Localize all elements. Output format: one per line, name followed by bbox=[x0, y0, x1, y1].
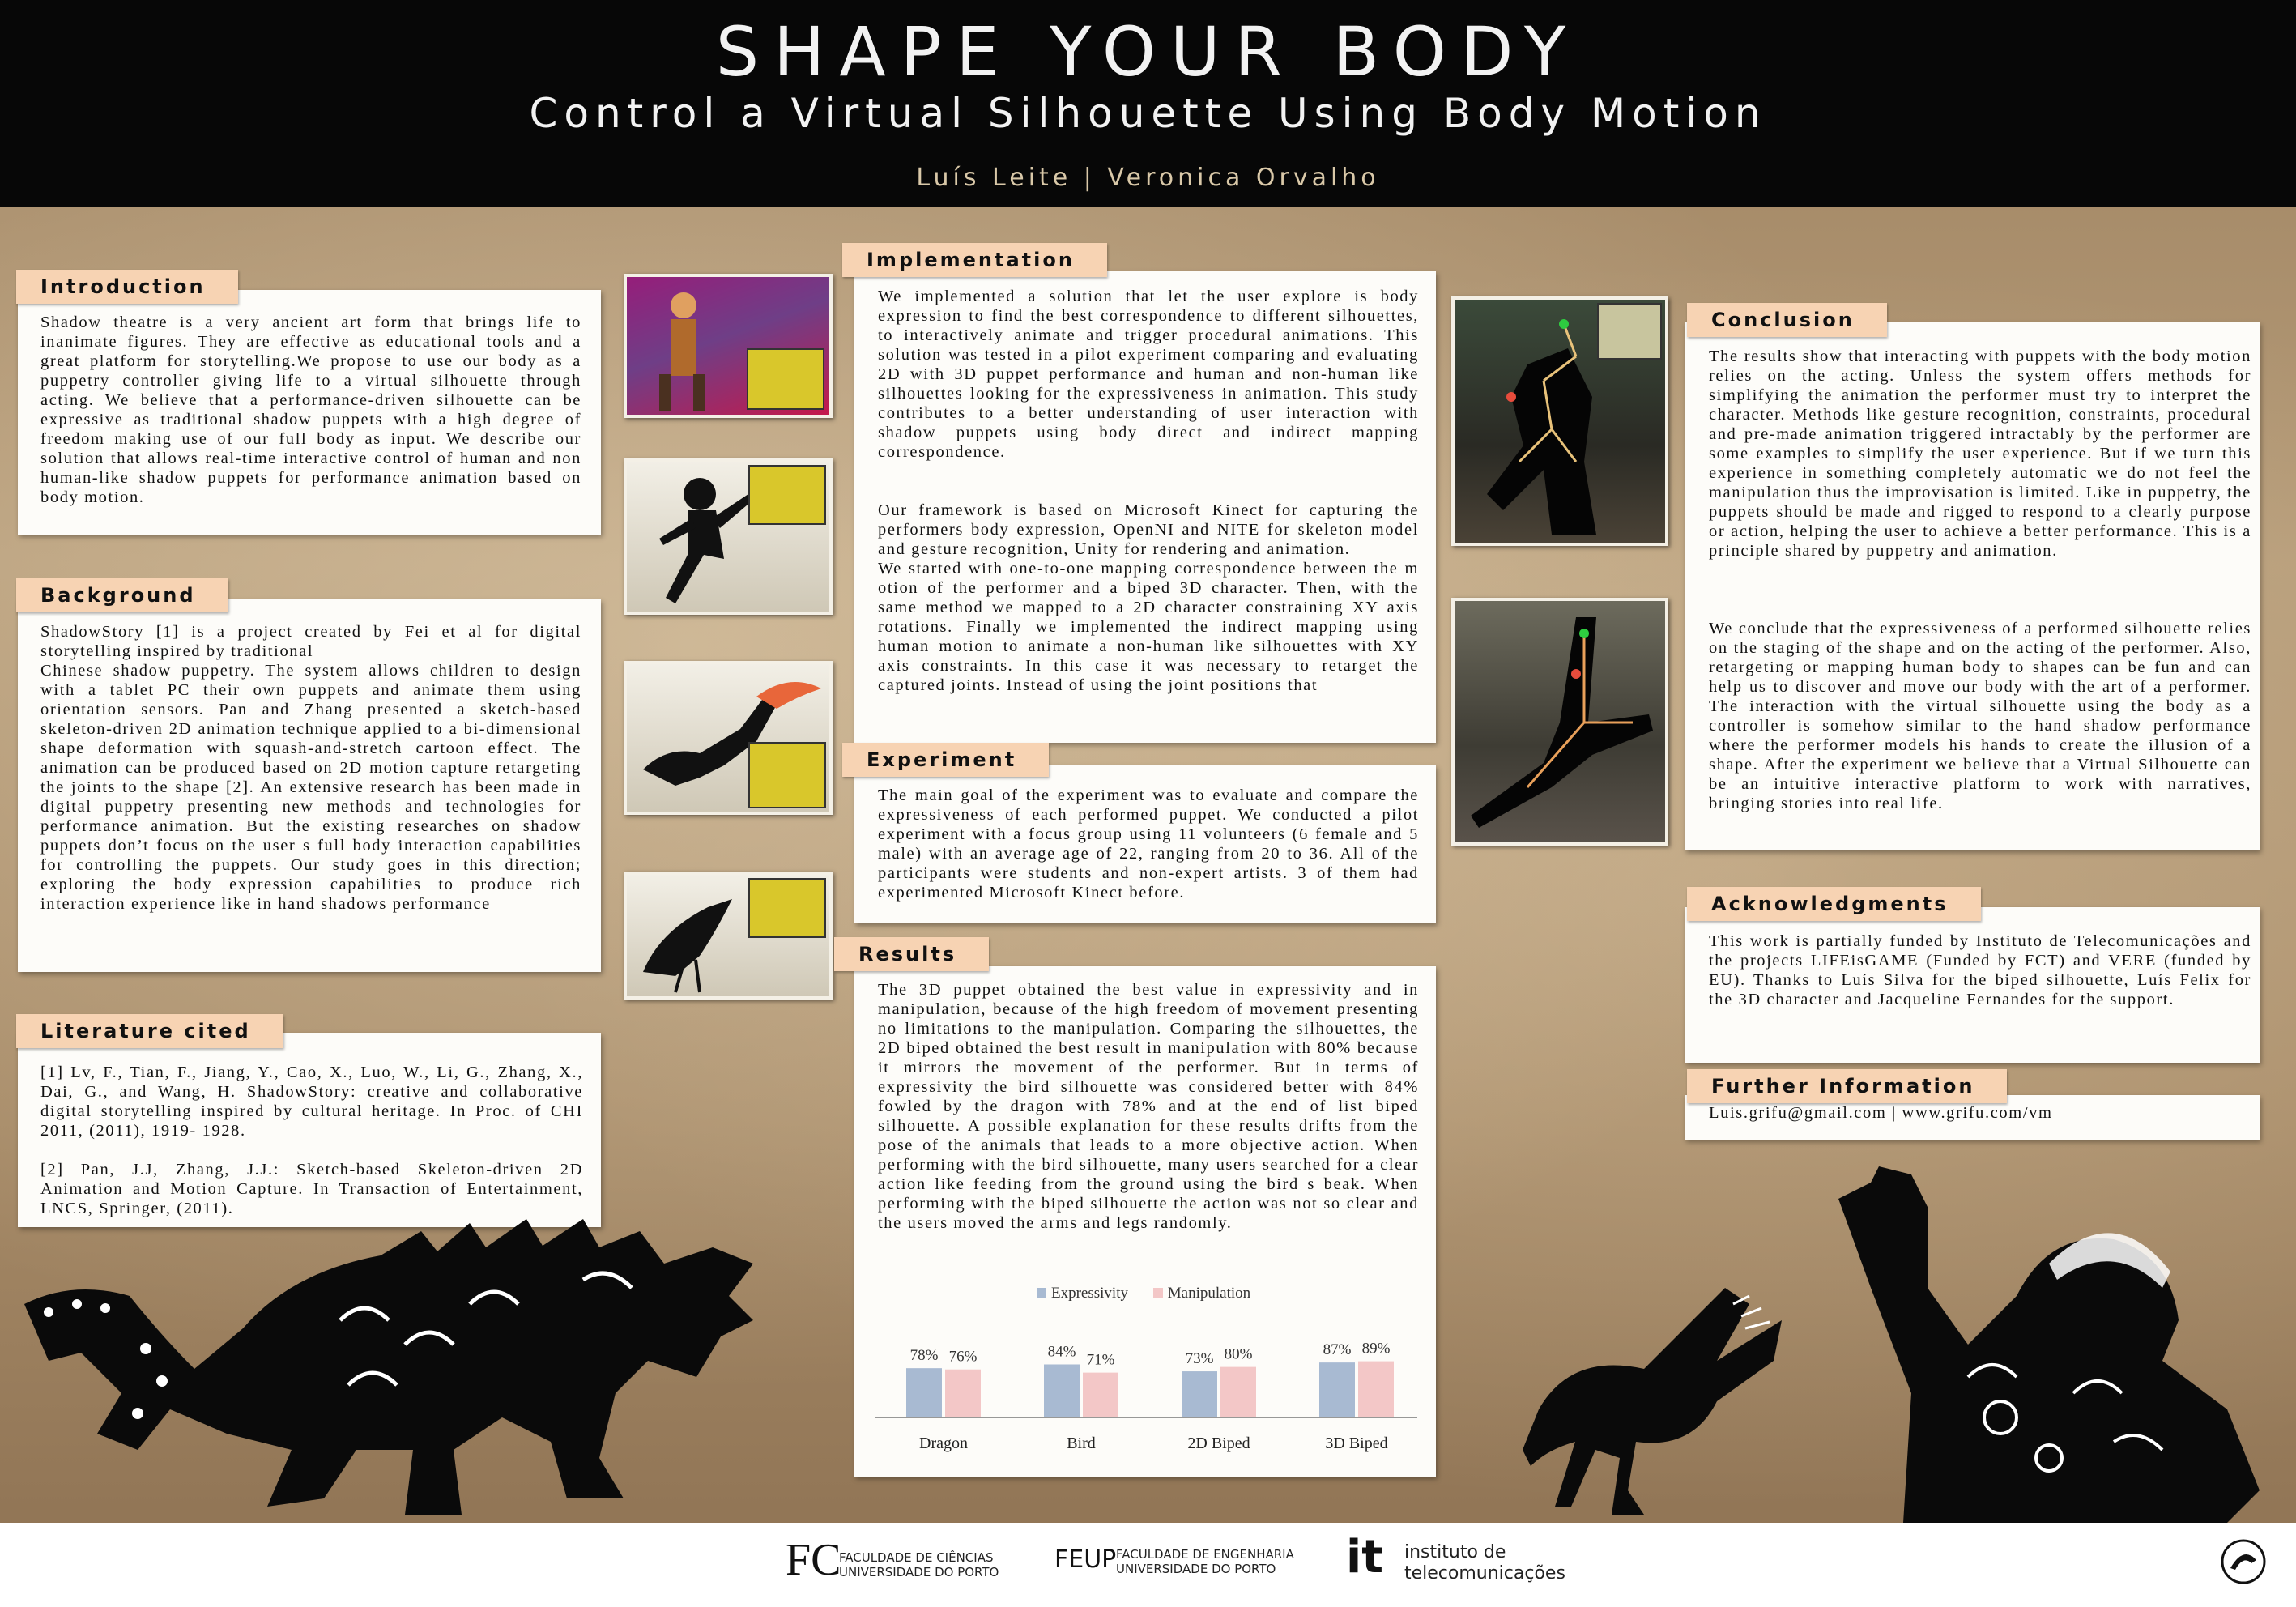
acknowledgments-heading: Acknowledgments bbox=[1687, 887, 1981, 921]
data-label-manipulation-dragon: 76% bbox=[948, 1348, 978, 1366]
legend-swatch-expressivity bbox=[1037, 1288, 1046, 1298]
bar-expressivity-bird bbox=[1044, 1364, 1080, 1417]
poster-title: SHAPE YOUR BODY bbox=[715, 12, 1581, 92]
further-info-heading: Further Information bbox=[1687, 1069, 2007, 1103]
implementation-text-2: Our framework is based on Microsoft Kinect for capturing the performers body expression, OpenNI and NITE for skeleton model and gesture recognition, Unity for rendering and animation. We started with one-to-one mapping correspondence between the m otion of the performer and a biped 3D character. Then, with the same method we mapped to a 2D character constraining XY axis rotations. Finally we implemented the indirect mapping using human motion to animate a non-human like silhouettes with XY axis constraints. In this case it was necessary to retarget the captured joints. Instead of using the joint positions that bbox=[878, 501, 1419, 694]
photo-3d-puppet bbox=[624, 274, 833, 418]
bar-expressivity-2d-biped bbox=[1182, 1371, 1217, 1417]
photo-kinect-skeleton-2 bbox=[1451, 598, 1668, 846]
literature-ref-1: [1] Lv, F., Tian, F., Jiang, Y., Cao, X., Luo, W., Li, G., Zhang, X., Dai, G., and Wang, H. ShadowStory: creative and collaborative digital storytelling inspired by cultural heritage. In Proc. of CHI 2011, (2011), 1919- 1928. bbox=[40, 1064, 583, 1140]
bar-manipulation-2d-biped bbox=[1220, 1367, 1256, 1417]
fc-logo-mark: FC bbox=[786, 1535, 841, 1585]
data-label-manipulation-2d-biped: 80% bbox=[1224, 1345, 1253, 1363]
legend-manipulation: Manipulation bbox=[1167, 1285, 1251, 1302]
fc-logo-line2: UNIVERSIDADE DO PORTO bbox=[839, 1565, 999, 1579]
photo-bird-silhouette bbox=[624, 872, 833, 1000]
literature-heading: Literature cited bbox=[16, 1014, 283, 1048]
data-label-expressivity-2d-biped: 73% bbox=[1185, 1350, 1214, 1368]
feup-logo-mark: FEUP bbox=[1054, 1545, 1117, 1574]
chart-legend bbox=[1037, 1285, 1250, 1302]
experiment-heading: Experiment bbox=[842, 743, 1049, 777]
photo-biped-silhouette bbox=[624, 458, 833, 615]
legend-expressivity: Expressivity bbox=[1051, 1285, 1128, 1302]
implementation-heading: Implementation bbox=[842, 243, 1107, 277]
kinect-depth-inset bbox=[748, 742, 826, 808]
conclusion-text-1: The results show that interacting with puppets with the body motion relies on the acting. Unless the system offers methods for simplifying the animation the performer must try to interpret the character. Methods like gesture recognition, constraints, procedural and pre-made animation triggered intractably by the performer are some examples to simplify the user experience. But if we turn this experience in something completely automatic we do not feel the manipulation thus the improvisation is limited. Like in puppetry, the puppets should be made and rigged to respond to a clearly purpose or action, helping the user to achieve a better performance. This is a principle shared by puppetry and animation. bbox=[1709, 347, 2251, 560]
photo-kinect-skeleton-1 bbox=[1451, 296, 1668, 546]
bar-expressivity-3d-biped bbox=[1319, 1362, 1355, 1417]
kinect-depth-inset bbox=[747, 348, 824, 410]
poster-authors: Luís Leite | Veronica Orvalho bbox=[916, 164, 1380, 192]
legend-swatch-manipulation bbox=[1153, 1288, 1163, 1298]
data-label-manipulation-bird: 71% bbox=[1086, 1351, 1115, 1369]
results-heading: Results bbox=[834, 937, 989, 971]
puppet-emblem-icon bbox=[2219, 1537, 2268, 1586]
dragon-shadow-puppet-icon bbox=[0, 1207, 794, 1531]
feup-logo-line1: FACULDADE DE ENGENHARIA bbox=[1116, 1547, 1294, 1562]
feup-logo-line2: UNIVERSIDADE DO PORTO bbox=[1116, 1562, 1276, 1576]
introduction-text: Shadow theatre is a very ancient art form that brings life to inanimate figures. They are effective as educational tools and a great platform for storytelling.We propose to use our body as a puppetry controller giving life to a virtual silhouette through acting. We believe that a performance-driven silhouette can be expressive as traditional shadow puppets with a high degree of freedom making use of our full body as input. We describe our solution that allows real-time interactive control of human and non human-like shadow puppets for performance animation based on body motion. bbox=[40, 313, 581, 506]
data-label-manipulation-3d-biped: 89% bbox=[1361, 1340, 1391, 1358]
it-logo-line1: instituto de bbox=[1404, 1542, 1506, 1562]
results-bar-chart bbox=[875, 1304, 1425, 1466]
it-logo-mark: it bbox=[1346, 1531, 1383, 1584]
category-label-3d-biped: 3D Biped bbox=[1325, 1434, 1388, 1452]
bar-manipulation-3d-biped bbox=[1358, 1362, 1394, 1417]
bar-expressivity-dragon bbox=[906, 1368, 942, 1417]
photo-dragon-silhouette bbox=[624, 661, 833, 815]
background-heading: Background bbox=[16, 578, 228, 612]
giraffe-silhouette-icon bbox=[1455, 601, 1665, 842]
data-label-expressivity-3d-biped: 87% bbox=[1323, 1341, 1352, 1359]
kinect-depth-inset bbox=[748, 465, 826, 525]
background-text: ShadowStory [1] is a project created by Fei et al for digital storytelling inspired by traditional Chinese shadow puppetry. The system allows children to design with a tablet PC their own puppets and animate them using orientation sensors. Pan and Zhang presented a sketch-based skeleton-driven 2D animation technique applied to a bi-dimensional shape deformation with squash-and-stretch cartoon effect. The animation can be produced based on 2D motion capture retargeting the joints to the shape [2]. An extensive research has been made in digital puppetry presenting new methods and technologies for performance animation. But the existing researches on shadow puppets don’t focus on the user s full body interaction capabilities for controlling the puppets. Our study goes in this direction; exploring the body expression capabilities to produce rich interaction experience like in hand shadows performance bbox=[40, 623, 581, 913]
experiment-text: The main goal of the experiment was to evaluate and compare the expressiveness of each performed puppet. We conducted a pilot experiment with a focus group using 11 volunteers (6 female and 5 male) with an average age of 22, ranging from 20 to 36. All of the participants were students and non-expert artists. 3 of them had experimented Microsoft Kinect before. bbox=[878, 786, 1419, 902]
bar-manipulation-bird bbox=[1083, 1373, 1118, 1417]
kinect-depth-inset bbox=[748, 878, 826, 938]
poster-subtitle: Control a Virtual Silhouette Using Body Motion bbox=[529, 90, 1767, 137]
implementation-text-1: We implemented a solution that let the user explore is body expression to find the best correspondence to different silhouettes, to interactively animate and trigger procedural animations. This solution was tested in a pilot experiment comparing and evaluating 2D with 3D puppet performance and human and non-human like silhouettes looking for the expressiveness in animation. This study contributes to a better understanding of user interaction with shadow puppets using body direct and indirect mapping correspondence. bbox=[878, 288, 1419, 461]
data-label-expressivity-bird: 84% bbox=[1047, 1343, 1076, 1361]
poster-header bbox=[0, 0, 2296, 207]
results-text: The 3D puppet obtained the best value in expressivity and in manipulation, because of the high freedom of movement presenting no limitations to the manipulation. Comparing the silhouettes, the 2D biped obtained the best result in manipulation with 80% because it mirrors the movement of the performer. But in terms of expressivity the bird silhouette was considered better with 84% fowled by the dragon with 78% and at the end of list biped silhouette. A possible explanation for these results drifts from the pose of the animals that leads to a more objective action. When performing with the bird silhouette, many users searched for a clear action like feeding from the ground using the bird s beak. When performing with the biped silhouette the action was not so clear and the users moved the arms and legs randomly. bbox=[878, 981, 1419, 1232]
data-label-expressivity-dragon: 78% bbox=[909, 1347, 939, 1365]
bar-manipulation-dragon bbox=[945, 1370, 981, 1417]
literature-ref-2: [2] Pan, J.J, Zhang, J.J.: Sketch-based Skeleton-driven 2D Animation and Motion Capture. In Transaction of Entertainment, LNCS, Springer, (2011). bbox=[40, 1161, 583, 1217]
it-logo-line2: telecomunicações bbox=[1404, 1563, 1565, 1584]
warrior-shadow-puppet-icon bbox=[1806, 1150, 2292, 1531]
conclusion-text-2: We conclude that the expressiveness of a performed silhouette relies on the staging of the shape and on the acting of the performer. Also, retargeting or mapping human body to shapes can be fun and can help us to discover and move our body with the art of a performer. The interaction with the virtual silhouette using the body as a controller is somehow similar to the hand shadow performance where the performer models his hands to create the illusion of a shape. After the experiment we believe that a Virtual Silhouette can be an intuitive interactive platform to work with narratives, bringing stories into real life. bbox=[1709, 620, 2251, 812]
fc-logo-line1: FACULDADE DE CIÊNCIAS bbox=[839, 1550, 994, 1565]
bird-shadow-puppet-icon bbox=[1506, 1272, 1814, 1531]
acknowledgments-text: This work is partially funded by Instituto de Telecomunicações and the projects LIFEisGAME (Funded by FCT) and VERE (funded by EU). Thanks to Luís Silva for the biped silhouette, Luís Felix for the 3D character and Jacqueline Fernandes for the support. bbox=[1709, 932, 2251, 1008]
further-info-text: Luis.grifu@gmail.com | www.grifu.com/vm bbox=[1709, 1104, 2053, 1122]
conclusion-heading: Conclusion bbox=[1687, 303, 1887, 337]
footer-logo-bar bbox=[0, 1523, 2296, 1607]
category-label-dragon: Dragon bbox=[919, 1434, 968, 1452]
kinect-depth-inset bbox=[1597, 303, 1662, 360]
introduction-heading: Introduction bbox=[16, 270, 238, 304]
category-label-2d-biped: 2D Biped bbox=[1187, 1434, 1250, 1452]
category-label-bird: Bird bbox=[1067, 1434, 1096, 1452]
